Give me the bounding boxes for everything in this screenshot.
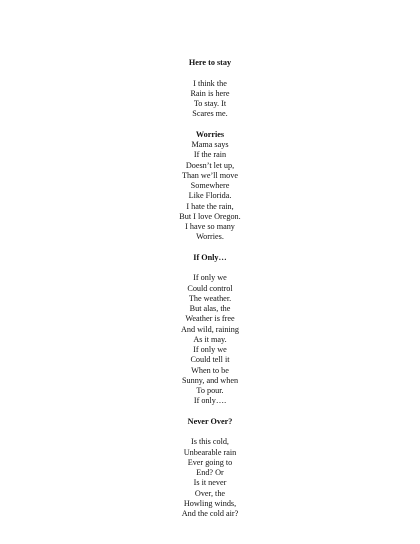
- poem-worries: [0, 130, 420, 243]
- poem-line: Somewhere: [190, 181, 230, 190]
- poem-line: Than we’ll move: [182, 170, 238, 180]
- poem-line: Over, the: [194, 488, 226, 498]
- poem-line: Like Florida.: [188, 191, 232, 201]
- poem-line: If only….: [193, 396, 227, 406]
- poem-line: Doesn’t let up,: [185, 160, 235, 170]
- poem-title: Never Over?: [187, 416, 233, 426]
- poem-line: Ever going to: [187, 457, 233, 467]
- poem-line: And wild, raining: [181, 324, 239, 334]
- poem-line: And the cold air?: [181, 509, 239, 518]
- poem-line: If the rain: [193, 150, 227, 160]
- poem-title: If Only…: [193, 252, 227, 262]
- poem-line: To pour.: [196, 386, 224, 395]
- poem-line: If only we: [193, 273, 227, 283]
- poem-line: I hate the rain,: [186, 201, 234, 211]
- poem-line: Sunny, and when: [181, 375, 239, 385]
- poem-line: I think the: [193, 78, 227, 88]
- poem-line: Howling winds,: [183, 498, 237, 508]
- poem-line: As it may.: [193, 334, 227, 344]
- poem-title: Here to stay: [188, 58, 232, 67]
- poem-line: When to be: [191, 365, 229, 375]
- poem-line: Could tell it: [190, 355, 230, 365]
- poem-line: The weather.: [188, 293, 232, 303]
- poem-if-only: [0, 253, 420, 407]
- poem-line: Unbearable rain: [183, 447, 237, 457]
- poem-line: Mama says: [191, 140, 229, 149]
- poem-line: Rain is here: [190, 88, 230, 98]
- poem-line: Is it never: [193, 478, 227, 488]
- poem-title: Worries: [195, 129, 225, 139]
- poem-line: If only we: [193, 345, 227, 354]
- title-gap: [0, 427, 420, 437]
- poem-line: Weather is free: [185, 314, 235, 324]
- poem-line: To stay. It: [193, 99, 227, 108]
- title-gap: [0, 263, 420, 273]
- document-page: [0, 58, 420, 519]
- poem-line: I have so many: [185, 222, 235, 231]
- poem-line: End? Or: [196, 468, 224, 477]
- poem-line: Worries.: [196, 232, 224, 242]
- title-gap: [0, 68, 420, 78]
- poem-line: But alas, the: [189, 304, 231, 313]
- poem-never-over: [0, 417, 420, 520]
- poem-line: Scares me.: [192, 109, 228, 119]
- poem-line: Could control: [187, 283, 233, 293]
- poem-here-to-stay: [0, 58, 420, 120]
- poem-line: But I love Oregon.: [179, 211, 241, 221]
- poem-line: Is this cold,: [191, 437, 229, 447]
